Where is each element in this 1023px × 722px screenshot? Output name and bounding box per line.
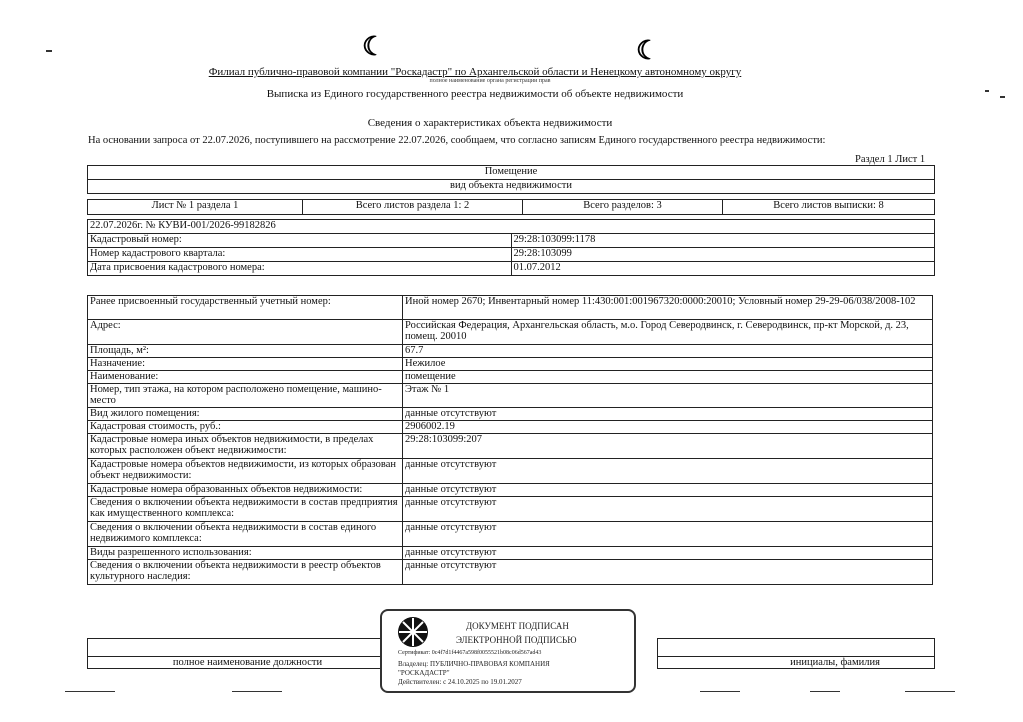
detail-value: 2906002.19 — [403, 421, 933, 434]
detail-value: данные отсутствуют — [403, 484, 933, 497]
detail-value: данные отсутствуют — [403, 547, 933, 560]
detail-label: Виды разрешенного использования: — [88, 547, 403, 560]
scan-dash — [700, 691, 740, 692]
detail-label: Сведения о включении объекта недвижимости в состав предприятия как имущественного комплекса: — [88, 497, 403, 522]
detail-label: Кадастровая стоимость, руб.: — [88, 421, 403, 434]
assignment-date-label: Дата присвоения кадастрового номера: — [88, 262, 512, 276]
detail-value: помещение — [403, 371, 933, 384]
stamp-title-1: ДОКУМЕНТ ПОДПИСАН — [466, 621, 569, 631]
stamp-owner: Владелец: ПУБЛИЧНО-ПРАВОВАЯ КОМПАНИЯ — [398, 660, 550, 668]
scan-dash — [985, 90, 989, 92]
request-basis: На основании запроса от 22.07.2026, поступившего на рассмотрение 22.07.2026, сообщаем, что согласно записям Единого государственного реестра недвижимости: — [88, 135, 826, 146]
detail-label: Кадастровые номера образованных объектов недвижимости: — [88, 484, 403, 497]
detail-value: данные отсутствуют — [403, 408, 933, 421]
details-table — [87, 295, 933, 585]
e-signature-stamp — [380, 609, 636, 693]
detail-label: Сведения о включении объекта недвижимости в состав единого недвижимого комплекса: — [88, 522, 403, 547]
detail-value: данные отсутствуют — [403, 522, 933, 547]
scan-dash — [232, 691, 282, 692]
detail-value: данные отсутствуют — [403, 497, 933, 522]
detail-value: 29:28:103099:207 — [403, 434, 933, 459]
stamp-logo-icon — [396, 615, 430, 649]
cadastral-number-label: Кадастровый номер: — [88, 234, 512, 248]
scan-dash — [1000, 96, 1005, 98]
detail-label: Вид жилого помещения: — [88, 408, 403, 421]
detail-label: Ранее присвоенный государственный учетный номер: — [88, 296, 403, 320]
scan-dash — [65, 691, 115, 692]
scan-mark-left: ☾ — [362, 32, 386, 61]
detail-value: Российская Федерация, Архангельская область, м.о. Город Северодвинск, г. Северодвинск, пр-кт Морской, д. 23, помещ. 20010 — [403, 320, 933, 345]
total-sections: Всего разделов: 3 — [523, 200, 723, 215]
detail-value: Этаж № 1 — [403, 384, 933, 408]
object-type: Помещение — [88, 166, 935, 180]
detail-label: Номер, тип этажа, на котором расположено помещение, машино-место — [88, 384, 403, 408]
scan-mark-right: ☾ — [636, 36, 660, 65]
name-caption: инициалы, фамилия — [658, 657, 935, 669]
object-type-caption: вид объекта недвижимости — [88, 180, 935, 194]
cadastral-number-value: 29:28:103099:1178 — [511, 234, 935, 248]
total-sheets-extract: Всего листов выписки: 8 — [723, 200, 935, 215]
detail-label: Площадь, м²: — [88, 345, 403, 358]
detail-label: Кадастровые номера иных объектов недвижимости, в пределах которых расположен объект недвижимости: — [88, 434, 403, 459]
assignment-date-value: 01.07.2012 — [511, 262, 935, 276]
cadastral-quarter-value: 29:28:103099 — [511, 248, 935, 262]
detail-value: 67.7 — [403, 345, 933, 358]
detail-label: Наименование: — [88, 371, 403, 384]
sheet-number: Лист № 1 раздела 1 — [88, 200, 303, 215]
extract-title: Выписка из Единого государственного реестра недвижимости об объекте недвижимости — [266, 88, 684, 100]
stamp-valid: Действителен: с 24.10.2025 по 19.01.2027 — [398, 678, 522, 686]
detail-value: Нежилое — [403, 358, 933, 371]
scan-dash — [810, 691, 840, 692]
total-sheets-section: Всего листов раздела 1: 2 — [303, 200, 523, 215]
detail-label: Сведения о включении объекта недвижимости в реестр объектов культурного наследия: — [88, 560, 403, 585]
detail-value: данные отсутствуют — [403, 560, 933, 585]
object-type-table — [87, 165, 935, 194]
detail-label: Кадастровые номера объектов недвижимости, из которых образован объект недвижимости: — [88, 459, 403, 484]
basic-info-table — [87, 219, 935, 276]
detail-label: Адрес: — [88, 320, 403, 345]
position-caption: полное наименование должности — [88, 657, 408, 669]
detail-value: данные отсутствуют — [403, 459, 933, 484]
org-name: Филиал публично-правовой компании "Роскадастр" по Архангельской области и Ненецкому автономному округу — [208, 66, 742, 78]
cadastral-quarter-label: Номер кадастрового квартала: — [88, 248, 512, 262]
page-ref: Раздел 1 Лист 1 — [855, 154, 926, 165]
name-cell — [658, 639, 935, 657]
scan-dash — [905, 691, 955, 692]
stamp-certificate: Сертификат: 0c4f7d1f4467a598f0055521b08c06d567ad43 — [398, 650, 542, 656]
org-subcaption: полное наименование органа регистрации прав — [429, 78, 551, 84]
section-title: Сведения о характеристиках объекта недвижимости — [367, 117, 613, 129]
detail-value: Иной номер 2670; Инвентарный номер 11:430:001:001967320:0000:20010; Условный номер 29-29-06/038/2008-102 — [403, 296, 933, 320]
sheets-table — [87, 199, 935, 215]
scan-dash — [46, 50, 52, 52]
stamp-owner-2: "РОСКАДАСТР" — [398, 669, 450, 677]
document-id: 22.07.2026г. № КУВИ-001/2026-99182826 — [88, 220, 935, 234]
stamp-title-2: ЭЛЕКТРОННОЙ ПОДПИСЬЮ — [456, 635, 577, 645]
detail-label: Назначение: — [88, 358, 403, 371]
position-cell — [88, 639, 408, 657]
